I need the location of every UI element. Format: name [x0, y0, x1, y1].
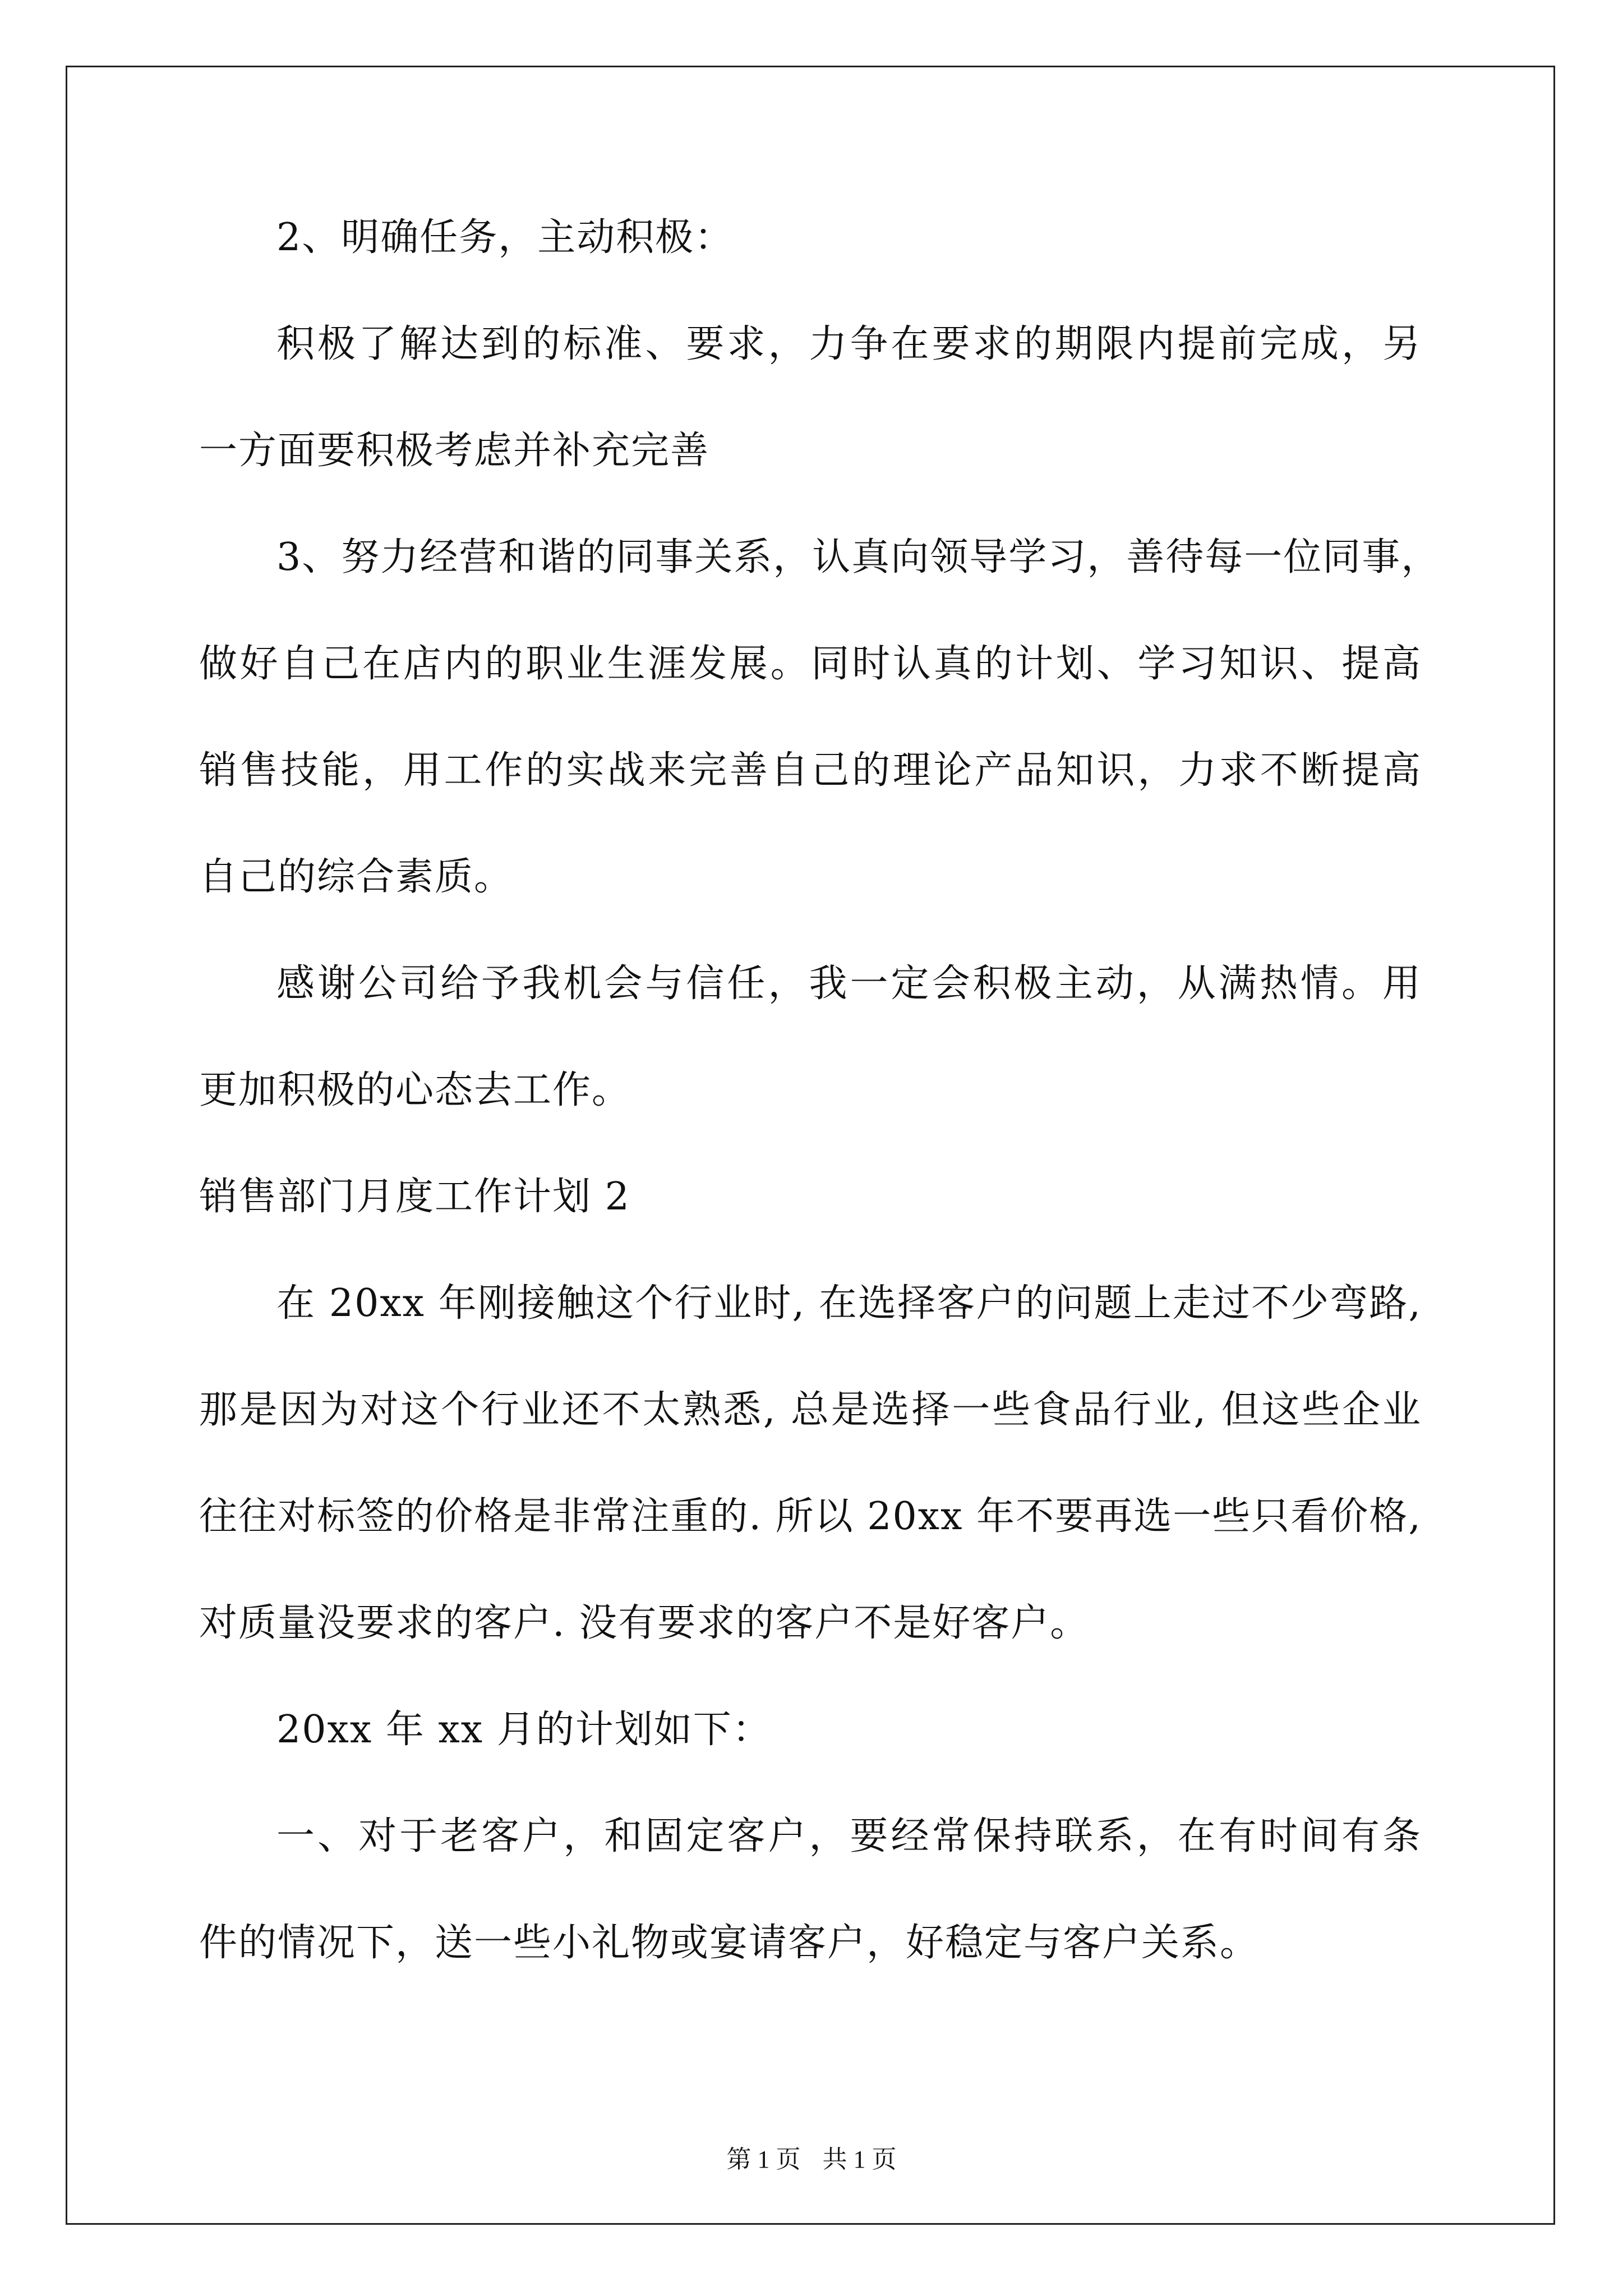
- paragraph-line: 3、努力经营和谐的同事关系，认真向领导学习，善待每一位同事，: [276, 535, 1441, 579]
- paragraph-line: 感谢公司给予我机会与信任，我一定会积极主动，从满热情。用: [276, 961, 1422, 1006]
- page-border: [66, 66, 1555, 2225]
- numbered-item-heading: 2、明确任务，主动积极：: [276, 215, 734, 260]
- paragraph-line: 积极了解达到的标准、要求，力争在要求的期限内提前完成，另: [276, 322, 1422, 366]
- section-title: 销售部门月度工作计划 2: [199, 1175, 630, 1219]
- page-total: 共 1 页: [822, 2146, 897, 2173]
- paragraph-line: 更加积极的心态去工作。: [199, 1068, 631, 1112]
- paragraph-line: 一、对于老客户，和固定客户，要经常保持联系，在有时间有条: [276, 1814, 1422, 1858]
- paragraph-line: 一方面要积极考虑并补充完善: [199, 429, 710, 473]
- paragraph-line: 件的情况下，送一些小礼物或宴请客户，好稳定与客户关系。: [199, 1921, 1260, 1965]
- paragraph-line: 那是因为对这个行业还不太熟悉, 总是选择一些食品行业, 但这些企业: [199, 1388, 1422, 1432]
- paragraph-line: 对质量没要求的客户. 没有要求的客户不是好客户。: [199, 1601, 1090, 1645]
- paragraph-line: 做好自己在店内的职业生涯发展。同时认真的计划、学习知识、提高: [199, 642, 1422, 686]
- paragraph-line: 销售技能，用工作的实战来完善自己的理论产品知识，力求不断提高: [199, 748, 1422, 793]
- page-footer: [0, 2146, 1623, 2174]
- paragraph-line: 20xx 年 xx 月的计划如下：: [276, 1708, 772, 1752]
- paragraph-line: 往往对标签的价格是非常注重的. 所以 20xx 年不要再选一些只看价格,: [199, 1494, 1422, 1539]
- paragraph-line: 自己的综合素质。: [199, 855, 514, 899]
- paragraph-line: 在 20xx 年刚接触这个行业时, 在选择客户的问题上走过不少弯路,: [276, 1281, 1422, 1326]
- page-number: 第 1 页: [726, 2146, 801, 2173]
